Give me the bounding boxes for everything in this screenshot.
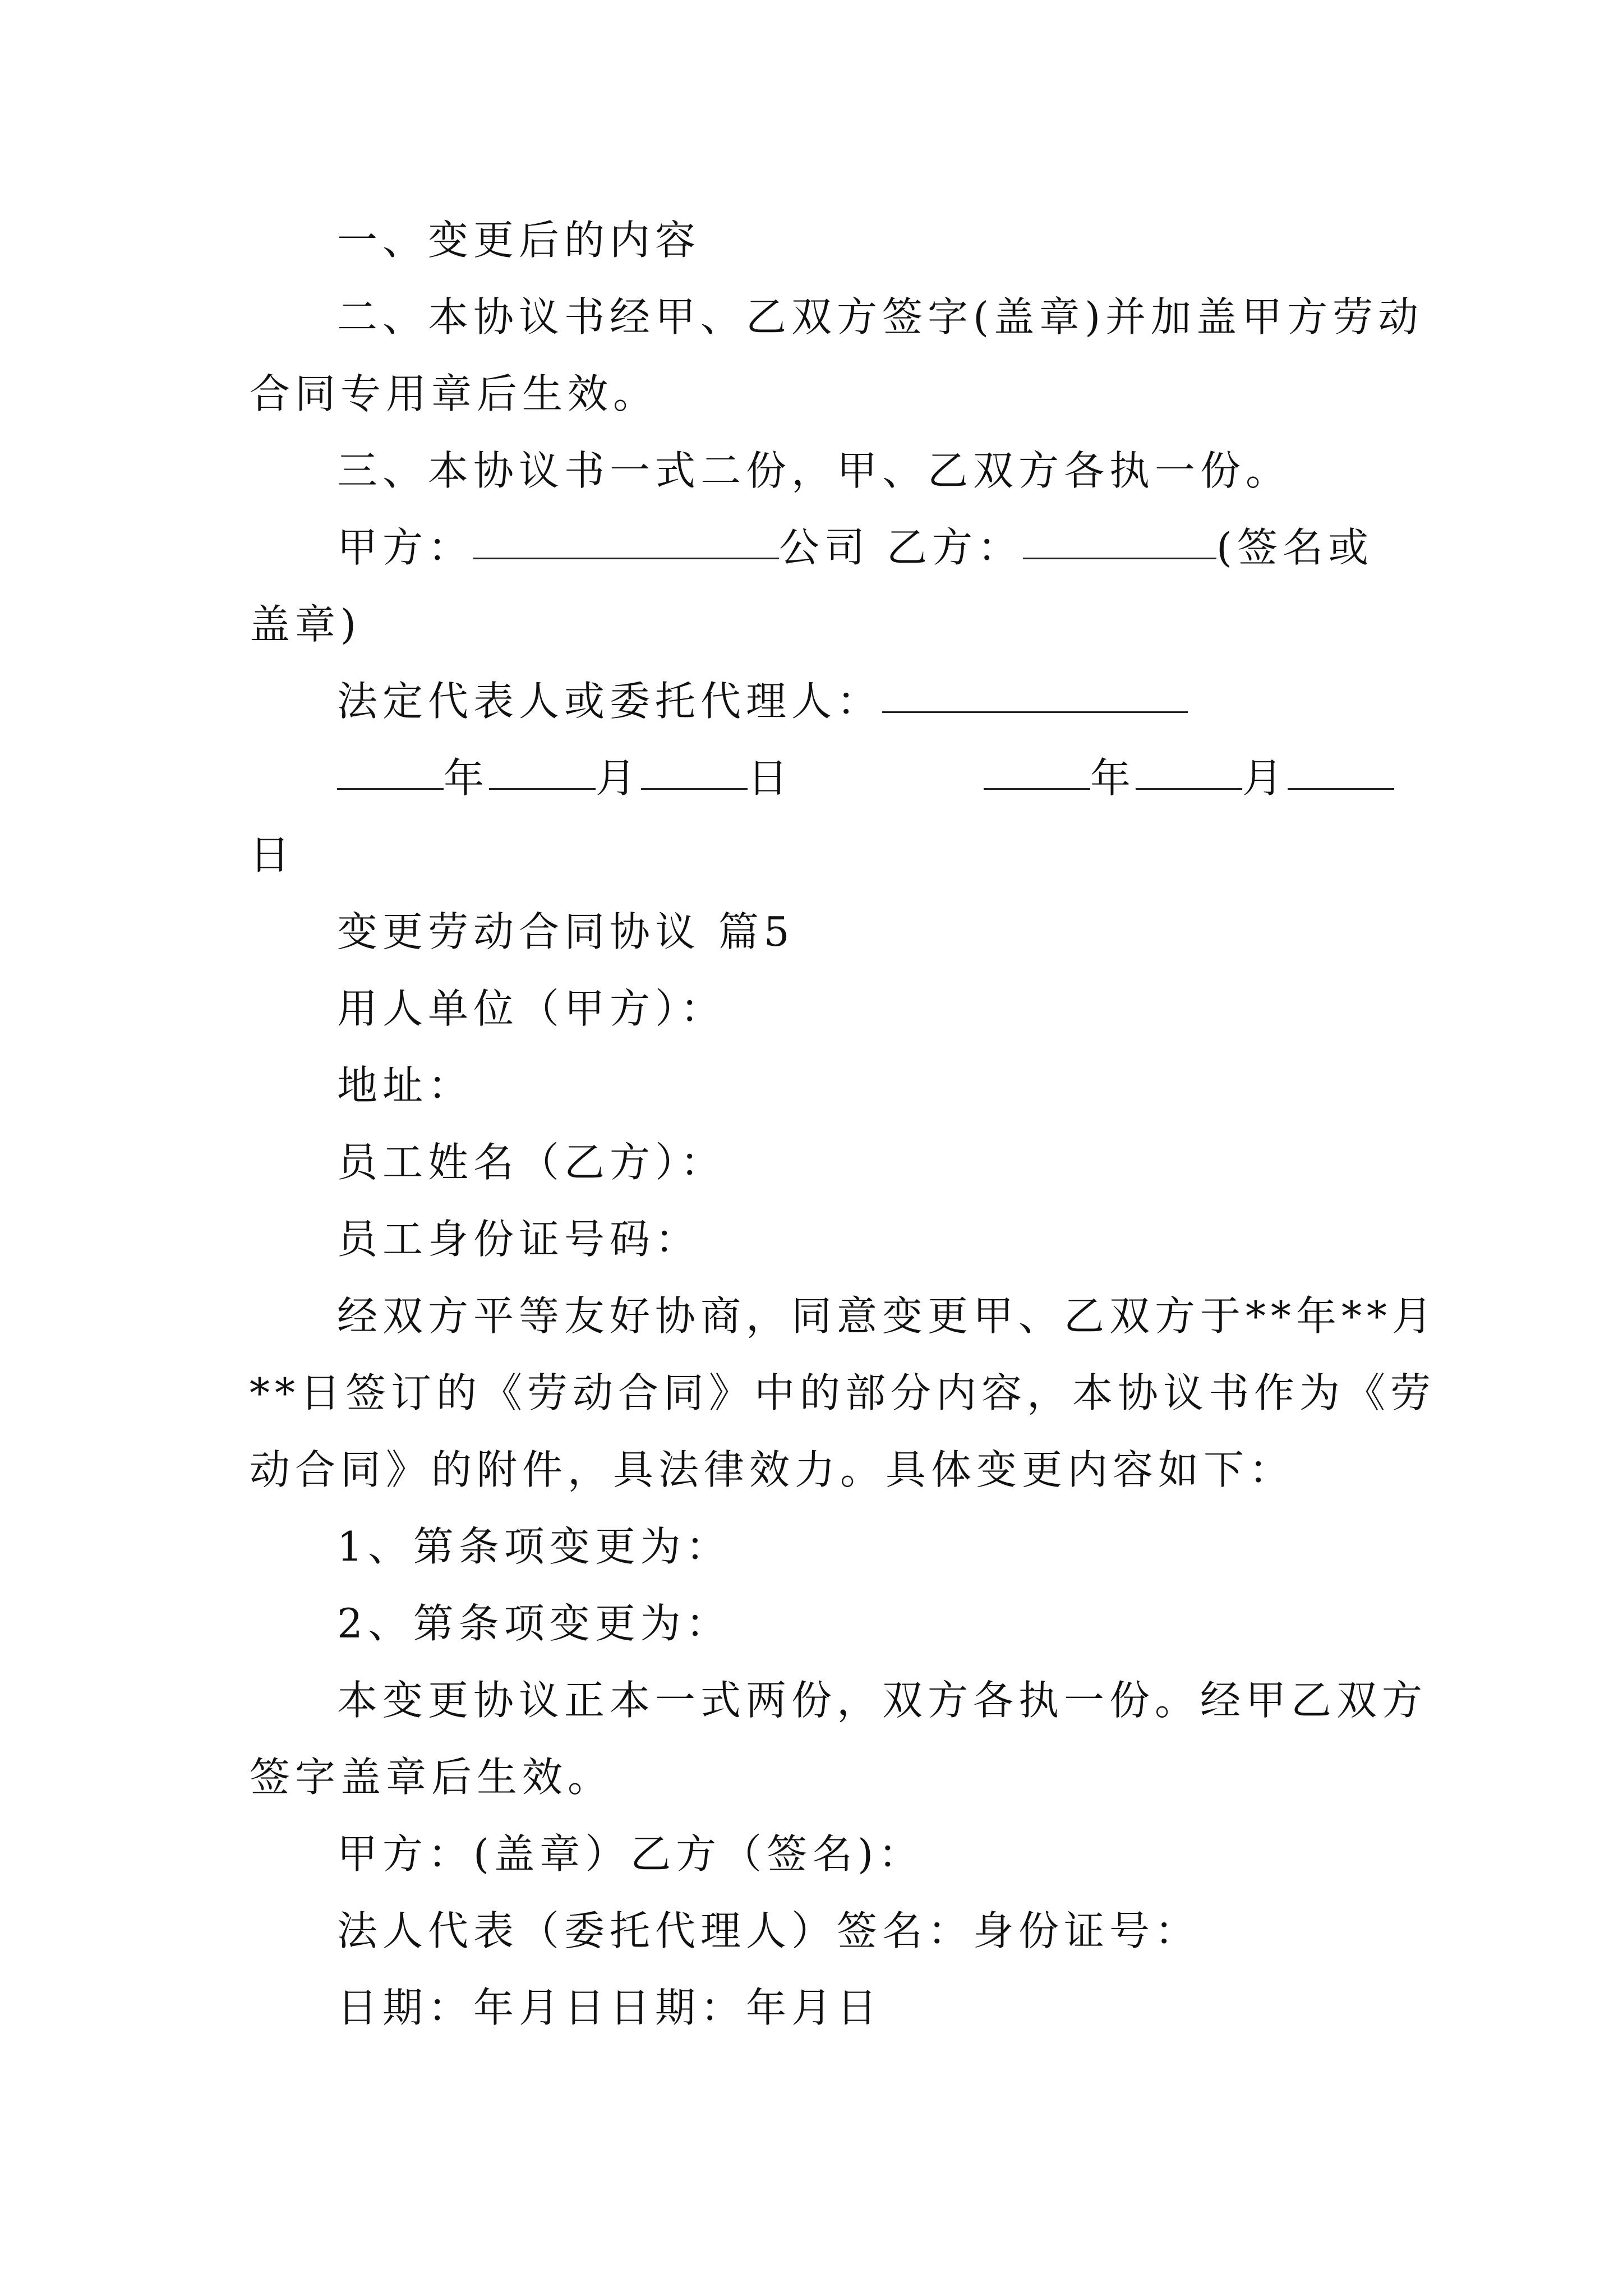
date-row bbox=[250, 740, 1394, 817]
paragraph-copies: 三、本协议书一式二份，甲、乙双方各执一份。 bbox=[337, 447, 1292, 494]
signature-representative: 法人代表（委托代理人）签名：身份证号： bbox=[337, 1907, 1201, 1954]
date-year-blank bbox=[337, 788, 444, 790]
paragraph-change-content: 一、变更后的内容 bbox=[337, 217, 701, 264]
body-paragraph-line1: 经双方平等友好协商，同意变更甲、乙双方于**年**月 bbox=[337, 1292, 1438, 1340]
date-day-blank bbox=[641, 788, 748, 790]
address-field: 地址： bbox=[337, 1062, 474, 1109]
legal-rep-label: 法定代表人或委托代理人： bbox=[337, 678, 883, 725]
date-month-label: 月 bbox=[596, 754, 642, 802]
employer-field: 用人单位（甲方）： bbox=[337, 985, 726, 1032]
date2-month-blank bbox=[1136, 788, 1242, 790]
document-body bbox=[250, 202, 1438, 2046]
party-b-label: 乙方： bbox=[887, 524, 1023, 571]
date-year-label: 年 bbox=[444, 754, 490, 802]
date2-month-label: 月 bbox=[1242, 754, 1288, 802]
signature-row bbox=[250, 509, 1394, 586]
party-a-blank bbox=[473, 558, 779, 559]
date2-year-label: 年 bbox=[1090, 754, 1136, 802]
party-a-label: 甲方： bbox=[337, 524, 474, 571]
closing-paragraph-line2: 签字盖章后生效。 bbox=[250, 1754, 614, 1801]
signature-dates: 日期：年月日日期：年月日 bbox=[337, 1984, 883, 2031]
paragraph-effective-line2: 合同专用章后生效。 bbox=[250, 370, 659, 417]
change-item-1: 1、第条项变更为： bbox=[337, 1523, 731, 1570]
sign-or-seal-label: (签名或 bbox=[1216, 524, 1374, 571]
body-paragraph-line2: **日签订的《劳动合同》中的部分内容，本协议书作为《劳 bbox=[250, 1369, 1436, 1416]
employee-id-field: 员工身份证号码： bbox=[337, 1216, 701, 1263]
party-b-blank bbox=[1023, 558, 1216, 559]
seal-label-line: 盖章) bbox=[250, 601, 362, 648]
paragraph-effective-line1: 二、本协议书经甲、乙双方签字(盖章)并加盖甲方劳动 bbox=[337, 293, 1424, 341]
company-label: 公司 bbox=[779, 524, 870, 571]
signature-parties: 甲方：(盖章）乙方（签名)： bbox=[337, 1830, 924, 1878]
legal-rep-row bbox=[250, 663, 1394, 740]
employee-name-field: 员工姓名（乙方）： bbox=[337, 1139, 726, 1186]
date2-year-blank bbox=[984, 788, 1090, 790]
date-month-blank bbox=[489, 788, 596, 790]
section-title: 变更劳动合同协议 篇5 bbox=[337, 908, 795, 955]
date-day-label: 日 bbox=[748, 754, 794, 802]
closing-paragraph-line1: 本变更协议正本一式两份，双方各执一份。经甲乙双方 bbox=[337, 1677, 1428, 1724]
date2-day-blank bbox=[1288, 788, 1394, 790]
legal-rep-blank bbox=[882, 711, 1188, 713]
date2-day-line: 日 bbox=[250, 831, 296, 878]
body-paragraph-line3: 动合同》的附件，具法律效力。具体变更内容如下： bbox=[250, 1446, 1295, 1493]
change-item-2: 2、第条项变更为： bbox=[337, 1600, 731, 1647]
